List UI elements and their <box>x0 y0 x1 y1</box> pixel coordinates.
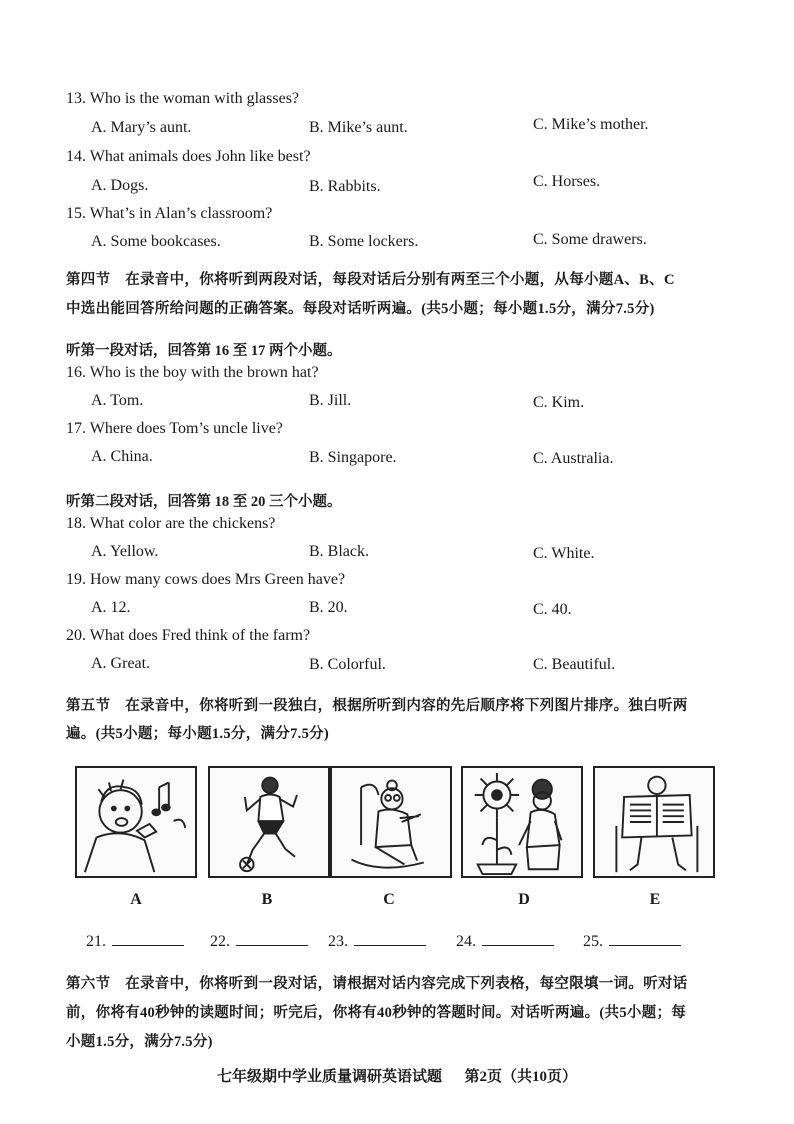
option-15c: C. Some drawers. <box>533 231 647 248</box>
footer-page-number: 第2页（共10页） <box>464 1069 578 1085</box>
option-15b: B. Some lockers. <box>309 233 419 250</box>
man-reading-newspaper-icon <box>595 768 713 876</box>
picture-a <box>75 766 197 878</box>
option-15a: A. Some bookcases. <box>91 233 221 250</box>
picture-e <box>593 766 715 878</box>
soccer-player-icon <box>210 768 328 876</box>
grandmother-knitting-icon <box>332 768 450 876</box>
option-19b: B. 20. <box>309 599 348 616</box>
question-18: 18. What color are the chickens? <box>66 515 276 532</box>
option-17c: C. Australia. <box>533 450 614 467</box>
question-19: 19. How many cows does Mrs Green have? <box>66 571 346 588</box>
picture-label-e: E <box>649 891 661 908</box>
option-14a: A. Dogs. <box>91 177 149 194</box>
option-14c: C. Horses. <box>533 173 601 190</box>
option-20c: C. Beautiful. <box>533 656 616 673</box>
section6-instructions-line1: 第六节 在录音中，你将听到一段对话，请根据对话内容完成下列表格，每空限填一词。听对话 <box>66 976 688 992</box>
section4-instructions-line1: 第四节 在录音中，你将听到两段对话，每段对话后分别有两至三个小题，从每小题A、B、C <box>66 272 675 288</box>
question-17: 17. Where does Tom’s uncle live? <box>66 420 283 437</box>
dialog2-instruction: 听第二段对话，回答第 18 至 20 三个小题。 <box>66 494 342 510</box>
option-19c: C. 40. <box>533 601 572 618</box>
footer-title: 七年级期中学业质量调研英语试题 <box>216 1069 442 1085</box>
picture-label-d: D <box>518 891 530 908</box>
girl-watering-flowers-icon <box>463 768 581 876</box>
section5-instructions-line2: 遍。(共5小题；每小题1.5分，满分7.5分) <box>66 726 330 742</box>
option-13c: C. Mike’s mother. <box>533 116 649 133</box>
answer-blank-22[interactable]: 22. <box>210 931 308 951</box>
question-15: 15. What’s in Alan’s classroom? <box>66 205 273 222</box>
option-18b: B. Black. <box>309 543 369 560</box>
option-13a: A. Mary’s aunt. <box>91 119 192 136</box>
answer-blank-21[interactable]: 21. <box>86 931 184 951</box>
section4-instructions-line2: 中选出能回答所给问题的正确答案。每段对话听两遍。(共5小题；每小题1.5分，满分7.5分) <box>66 301 655 317</box>
question-14: 14. What animals does John like best? <box>66 148 311 165</box>
answer-blank-23[interactable]: 23. <box>328 931 426 951</box>
page-footer <box>0 1065 794 1086</box>
option-18a: A. Yellow. <box>91 543 159 560</box>
option-14b: B. Rabbits. <box>309 178 381 195</box>
picture-c <box>330 766 452 878</box>
option-20a: A. Great. <box>91 655 151 672</box>
option-16c: C. Kim. <box>533 394 585 411</box>
section6-instructions-line3: 小题1.5分，满分7.5分) <box>66 1034 213 1050</box>
picture-b <box>208 766 330 878</box>
boy-singing-icon <box>77 768 195 876</box>
picture-label-a: A <box>130 891 142 908</box>
answer-blank-25[interactable]: 25. <box>583 931 681 951</box>
option-18c: C. White. <box>533 545 595 562</box>
question-20: 20. What does Fred think of the farm? <box>66 627 311 644</box>
option-16a: A. Tom. <box>91 392 144 409</box>
section5-instructions-line1: 第五节 在录音中，你将听到一段独白，根据所听到内容的先后顺序将下列图片排序。独白听两 <box>66 698 688 714</box>
picture-label-b: B <box>261 891 273 908</box>
section6-instructions-line2: 前，你将有40秒钟的读题时间；听完后，你将有40秒钟的答题时间。对话听两遍。(共5小题；每 <box>66 1005 687 1021</box>
option-17b: B. Singapore. <box>309 449 397 466</box>
picture-label-c: C <box>383 891 395 908</box>
option-16b: B. Jill. <box>309 392 352 409</box>
option-20b: B. Colorful. <box>309 656 386 673</box>
dialog1-instruction: 听第一段对话，回答第 16 至 17 两个小题。 <box>66 343 342 359</box>
question-16: 16. Who is the boy with the brown hat? <box>66 364 319 381</box>
option-13b: B. Mike’s aunt. <box>309 119 408 136</box>
answer-blank-24[interactable]: 24. <box>456 931 554 951</box>
option-17a: A. China. <box>91 448 153 465</box>
picture-d <box>461 766 583 878</box>
question-13: 13. Who is the woman with glasses? <box>66 90 300 107</box>
option-19a: A. 12. <box>91 599 131 616</box>
